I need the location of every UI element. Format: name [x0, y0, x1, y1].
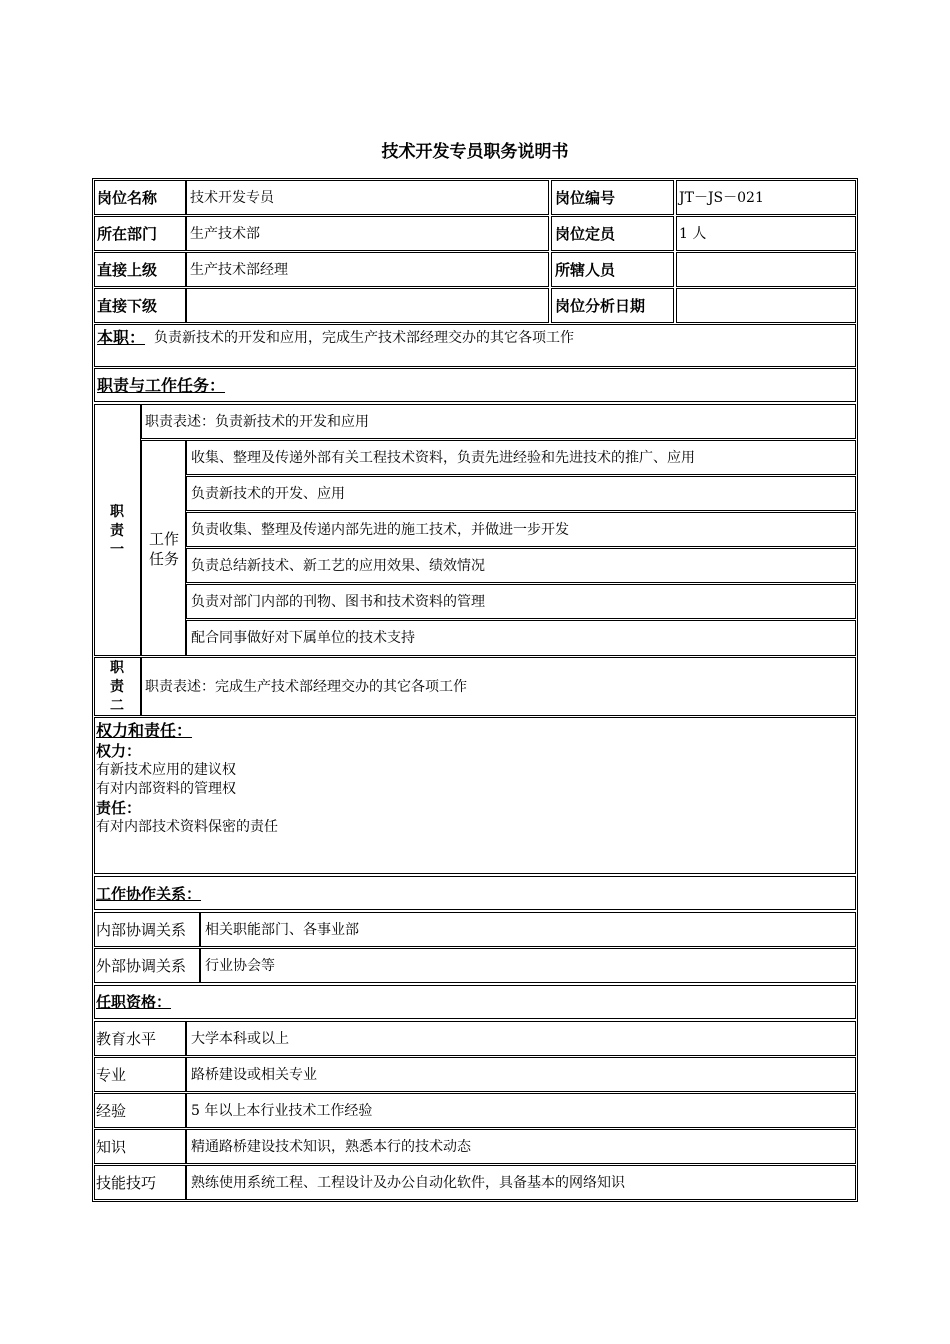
duty1-statement: 职责表述：负责新技术的开发和应用 — [145, 414, 369, 430]
direct-sub-label: 直接下级 — [97, 297, 158, 315]
qualification-value: 大学本科或以上 — [191, 1031, 289, 1047]
qualification-value: 精通路桥建设技术知识，熟悉本行的技术动态 — [191, 1139, 471, 1155]
qualification-label: 教育水平 — [96, 1030, 157, 1048]
document-title: 技术开发专员职务说明书 — [381, 142, 569, 162]
external-coord-cell — [200, 948, 856, 983]
post-code-label: 岗位编号 — [555, 189, 616, 207]
external-coord-value: 行业协会等 — [205, 958, 275, 974]
duty2-statement: 职责表述：完成生产技术部经理交办的其它各项工作 — [145, 679, 467, 695]
duty1-tasks-label-cell — [141, 440, 186, 656]
subordinates-cell — [676, 252, 856, 287]
superior-label: 直接上级 — [97, 261, 158, 279]
quota-label: 岗位定员 — [555, 225, 616, 243]
internal-coord-label: 内部协调关系 — [96, 921, 187, 939]
duty2-label: 职责二 — [110, 660, 124, 714]
qualification-label: 知识 — [96, 1138, 127, 1156]
post-name-value: 技术开发专员 — [190, 190, 274, 206]
superior-value: 生产技术部经理 — [190, 262, 288, 278]
post-code-value: JT－JS－021 — [679, 190, 764, 206]
duty1-task: 配合同事做好对下属单位的技术支持 — [191, 630, 415, 646]
power-item: 有对内部资料的管理权 — [96, 781, 236, 797]
qualification-value: 路桥建设或相关专业 — [191, 1067, 317, 1083]
qualification-value: 5 年以上本行业技术工作经验 — [191, 1103, 373, 1119]
duty1-tasks-label-line2: 任务 — [149, 550, 180, 568]
power-item: 有新技术应用的建议权 — [96, 762, 236, 778]
responsibility-label: 责任： — [96, 799, 142, 817]
direct-sub-cell — [186, 288, 549, 323]
post-name-label: 岗位名称 — [97, 189, 158, 207]
authority-heading: 权力和责任： — [96, 721, 193, 740]
qualification-label: 专业 — [96, 1066, 127, 1084]
dept-label: 所在部门 — [97, 225, 158, 243]
external-coord-label: 外部协调关系 — [96, 957, 187, 975]
qualification-label: 技能技巧 — [96, 1174, 157, 1192]
coordination-heading: 工作协作关系： — [96, 885, 202, 903]
duties-heading: 职责与工作任务： — [97, 376, 226, 395]
dept-value: 生产技术部 — [190, 226, 260, 242]
coordination-heading-cell — [94, 876, 856, 910]
subordinates-label: 所辖人员 — [555, 261, 616, 279]
main-duty-label: 本职： — [97, 328, 146, 347]
responsibility-item: 有对内部技术资料保密的责任 — [96, 819, 278, 835]
quota-value: 1 人 — [679, 226, 707, 242]
duty1-label: 职责一 — [110, 504, 124, 558]
qualification-heading: 任职资格： — [96, 993, 172, 1011]
analysis-date-cell — [676, 288, 856, 323]
power-label: 权力： — [96, 742, 142, 760]
analysis-date-label: 岗位分析日期 — [555, 297, 646, 315]
duty1-task: 负责对部门内部的刊物、图书和技术资料的管理 — [191, 594, 485, 610]
qualification-value: 熟练使用系统工程、工程设计及办公自动化软件，具备基本的网络知识 — [191, 1175, 625, 1191]
internal-coord-value: 相关职能部门、各事业部 — [205, 922, 359, 938]
qualification-label: 经验 — [96, 1102, 127, 1120]
main-duty-text: 负责新技术的开发和应用，完成生产技术部经理交办的其它各项工作 — [154, 330, 574, 346]
qualification-heading-cell — [94, 985, 856, 1019]
duty1-task: 负责总结新技术、新工艺的应用效果、绩效情况 — [191, 558, 485, 574]
duty1-task: 负责新技术的开发、应用 — [191, 486, 345, 502]
duty1-task: 负责收集、整理及传递内部先进的施工技术，并做进一步开发 — [191, 522, 569, 538]
duty1-task: 收集、整理及传递外部有关工程技术资料，负责先进经验和先进技术的推广、应用 — [191, 450, 695, 466]
duty1-tasks-label-line1: 工作 — [149, 530, 180, 548]
